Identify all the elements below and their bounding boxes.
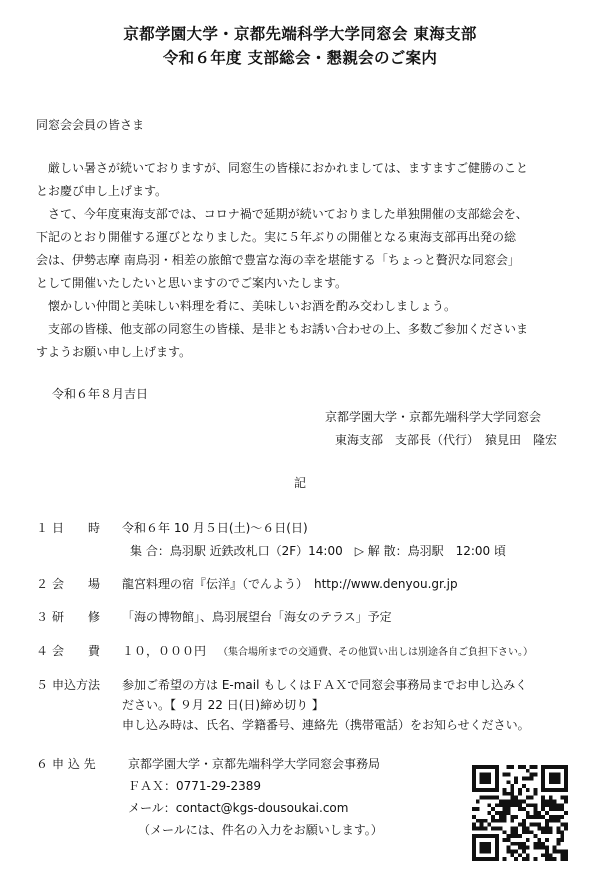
letter-date: 令和６年８月吉日 [52, 387, 149, 401]
item-label: 日 時 [52, 521, 101, 535]
page-title-line1: 京都学園大学・京都先端科学大学同窓会 東海支部 [123, 25, 477, 43]
sender-representative: 東海支部 支部長（代行） 猿見田 隆宏 [335, 433, 558, 447]
item-label: 会 場 [52, 577, 101, 591]
item-sub: 集 合：鳥羽駅 近鉄改札口（2F）14:00 ▷ 解 散：鳥羽駅 12:00 頃 [130, 544, 507, 558]
contact-fax: ＦＡＸ：0771-29-2389 [128, 779, 262, 793]
qr-code-icon [472, 765, 568, 861]
contact-organization: 京都学園大学・京都先端科学大学同窓会事務局 [128, 757, 381, 771]
ki-heading: 記 [293, 476, 306, 490]
item-number: ５ [36, 678, 49, 692]
item-value: 「海の博物館」、鳥羽展望台「海女のテラス」予定 [122, 610, 392, 624]
item-line: 参加ご希望の方は E-mail もしくはＦＡＸで同窓会事務局までお申し込みく [122, 678, 528, 692]
contact-note: （メールには、件名の入力をお願いします。） [138, 823, 383, 837]
salutation: 同窓会会員の皆さま [36, 118, 145, 132]
item-value: １０，０００円 [122, 644, 207, 658]
body-line: 懐かしい仲間と美味しい料理を肴に、美味しいお酒を酌み交わしましょう。 [36, 299, 457, 313]
sender-organization: 京都学園大学・京都先端科学大学同窓会 [325, 410, 542, 424]
body-line: とお慶び申し上げます。 [36, 184, 168, 198]
body-line: 下記のとおり開催する運びとなりました。実に５年ぶりの開催となる東海支部再出発の総 [36, 230, 517, 244]
item-label: 研 修 [52, 610, 101, 624]
item-number: ４ [36, 644, 49, 658]
item-number: ３ [36, 610, 49, 624]
body-line: 会は、伊勢志摩 南鳥羽・相差の旅館で豊富な海の幸を堪能する「ちょっと贅沢な同窓会」 [36, 253, 520, 267]
item-value: 令和６年 10 月５日(土)～６日(日) [122, 521, 308, 535]
page-title-line2: 令和６年度 支部総会・懇親会のご案内 [162, 49, 438, 67]
item-label: 申 込 先 [52, 757, 96, 771]
body-line: 厳しい暑さが続いておりますが、同窓生の皆様におかれましては、ますますご健勝のこと [36, 161, 529, 175]
item-label: 会 費 [52, 644, 101, 658]
item-number: １ [36, 521, 49, 535]
item-label: 申込方法 [52, 678, 101, 692]
contact-email[interactable]: メール：contact@kgs-dousoukai.com [128, 801, 349, 815]
body-line: すようお願い申し上げます。 [36, 345, 192, 359]
item-line: 申し込み時は、氏名、学籍番号、連絡先（携帯電話）をお知らせください。 [122, 718, 530, 732]
item-number: ２ [36, 577, 49, 591]
item-number: ６ [36, 757, 49, 771]
body-line: として開催いたしたいと思いますのでご案内いたします。 [36, 276, 348, 290]
body-line: 支部の皆様、他支部の同窓生の皆様、是非ともお誘い合わせの上、多数ご参加くださいま [36, 322, 529, 336]
item-note: （集合場所までの交通費、その他買い出しは別途各自ご負担下さい。） [218, 647, 533, 658]
body-line: さて、今年度東海支部では、コロナ禍で延期が続いておりました単独開催の支部総会を、 [36, 207, 528, 221]
item-line: ださい。【 ９月 22 日(日)締め切り 】 [122, 698, 324, 712]
item-value: 龍宮料理の宿『伝洋』（でんよう） http://www.denyou.gr.jp [122, 577, 458, 591]
